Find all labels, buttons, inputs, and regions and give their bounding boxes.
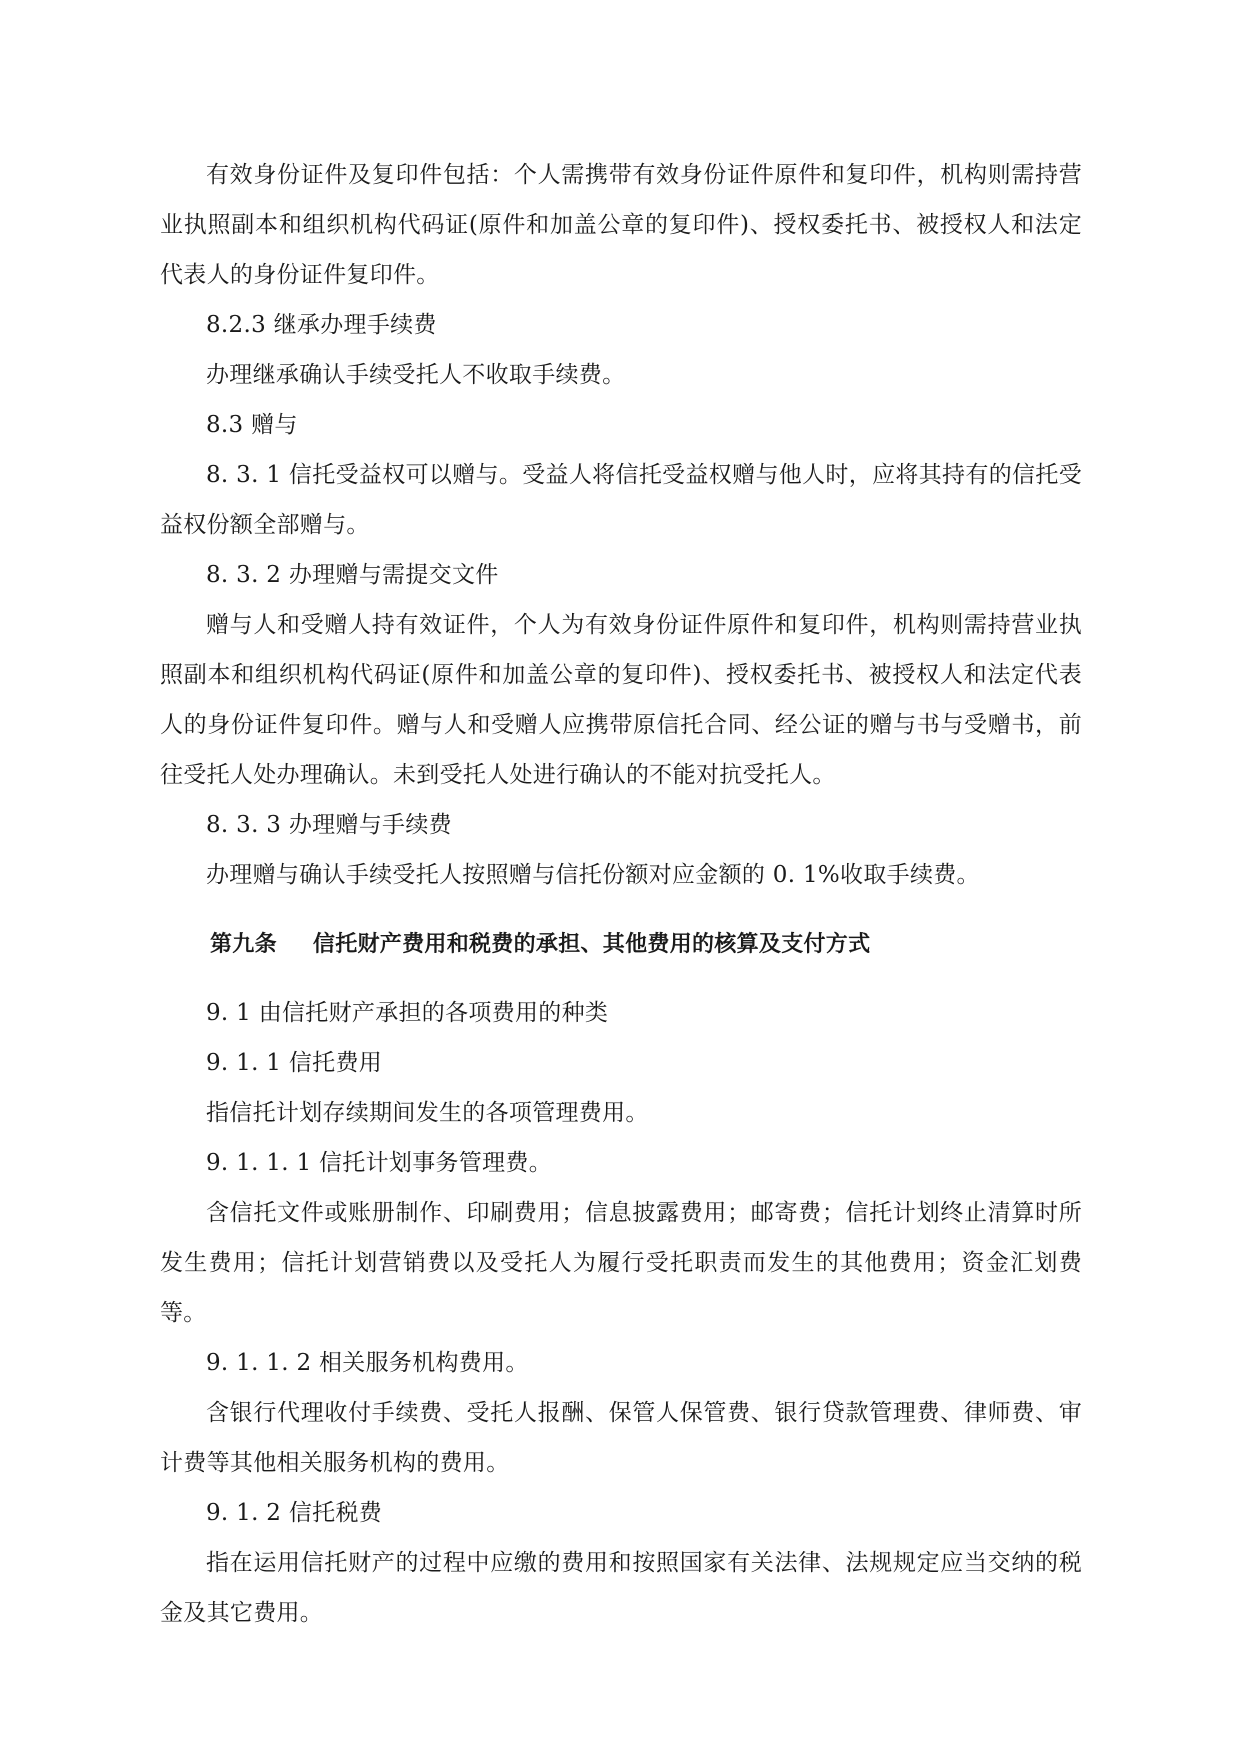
section-heading-8-3-2: 8. 3. 2 办理赠与需提交文件 xyxy=(206,562,499,588)
section-heading-9-1-1-2: 9. 1. 1. 2 相关服务机构费用。 xyxy=(206,1350,529,1376)
article-title: 信托财产费用和税费的承担、其他费用的核算及支付方式 xyxy=(312,932,871,957)
section-heading-8-2-3: 8.2.3 继承办理手续费 xyxy=(206,312,437,338)
paragraph-8-3-1: 8. 3. 1 信托受益权可以赠与。受益人将信托受益权赠与他人时，应将其持有的信托受益权份额全部赠与。 xyxy=(160,462,1082,538)
paragraph-admin-fees: 含信托文件或账册制作、印刷费用；信息披露费用；邮寄费；信托计划终止清算时所发生费用；信托计划营销费以及受托人为履行受托职责而发生的其他费用；资金汇划费等。 xyxy=(160,1200,1082,1326)
paragraph-inheritance-fee: 办理继承确认手续受托人不收取手续费。 xyxy=(206,362,626,388)
section-heading-9-1: 9. 1 由信托财产承担的各项费用的种类 xyxy=(206,1000,609,1026)
article-number: 第九条 xyxy=(210,932,277,957)
section-heading-9-1-2: 9. 1. 2 信托税费 xyxy=(206,1500,383,1526)
section-heading-9-1-1-1: 9. 1. 1. 1 信托计划事务管理费。 xyxy=(206,1150,553,1176)
paragraph-service-fees: 含银行代理收付手续费、受托人报酬、保管人保管费、银行贷款管理费、律师费、审计费等其他相关服务机构的费用。 xyxy=(160,1400,1082,1476)
section-heading-8-3: 8.3 赠与 xyxy=(206,412,298,438)
document-page xyxy=(160,150,1082,1638)
paragraph-gift-fee: 办理赠与确认手续受托人按照赠与信托份额对应金额的 0. 1%收取手续费。 xyxy=(206,862,980,888)
paragraph-id-docs: 有效身份证件及复印件包括：个人需携带有效身份证件原件和复印件，机构则需持营业执照副本和组织机构代码证(原件和加盖公章的复印件)、授权委托书、被授权人和法定代表人的身份证件复印件。 xyxy=(160,162,1082,288)
section-heading-8-3-3: 8. 3. 3 办理赠与手续费 xyxy=(206,812,452,838)
paragraph-trust-fees-def: 指信托计划存续期间发生的各项管理费用。 xyxy=(206,1100,649,1126)
section-heading-9-1-1: 9. 1. 1 信托费用 xyxy=(206,1050,383,1076)
paragraph-taxes: 指在运用信托财产的过程中应缴的费用和按照国家有关法律、法规规定应当交纳的税金及其它费用。 xyxy=(160,1550,1082,1626)
paragraph-gift-documents: 赠与人和受赠人持有效证件，个人为有效身份证件原件和复印件，机构则需持营业执照副本和组织机构代码证(原件和加盖公章的复印件)、授权委托书、被授权人和法定代表人的身份证件复印件。赠与人和受赠人应携带原信托合同、经公证的赠与书与受赠书，前往受托人处办理确认。未到受托人处进行确认的不能对抗受托人。 xyxy=(160,612,1082,788)
article-heading xyxy=(210,920,1082,970)
